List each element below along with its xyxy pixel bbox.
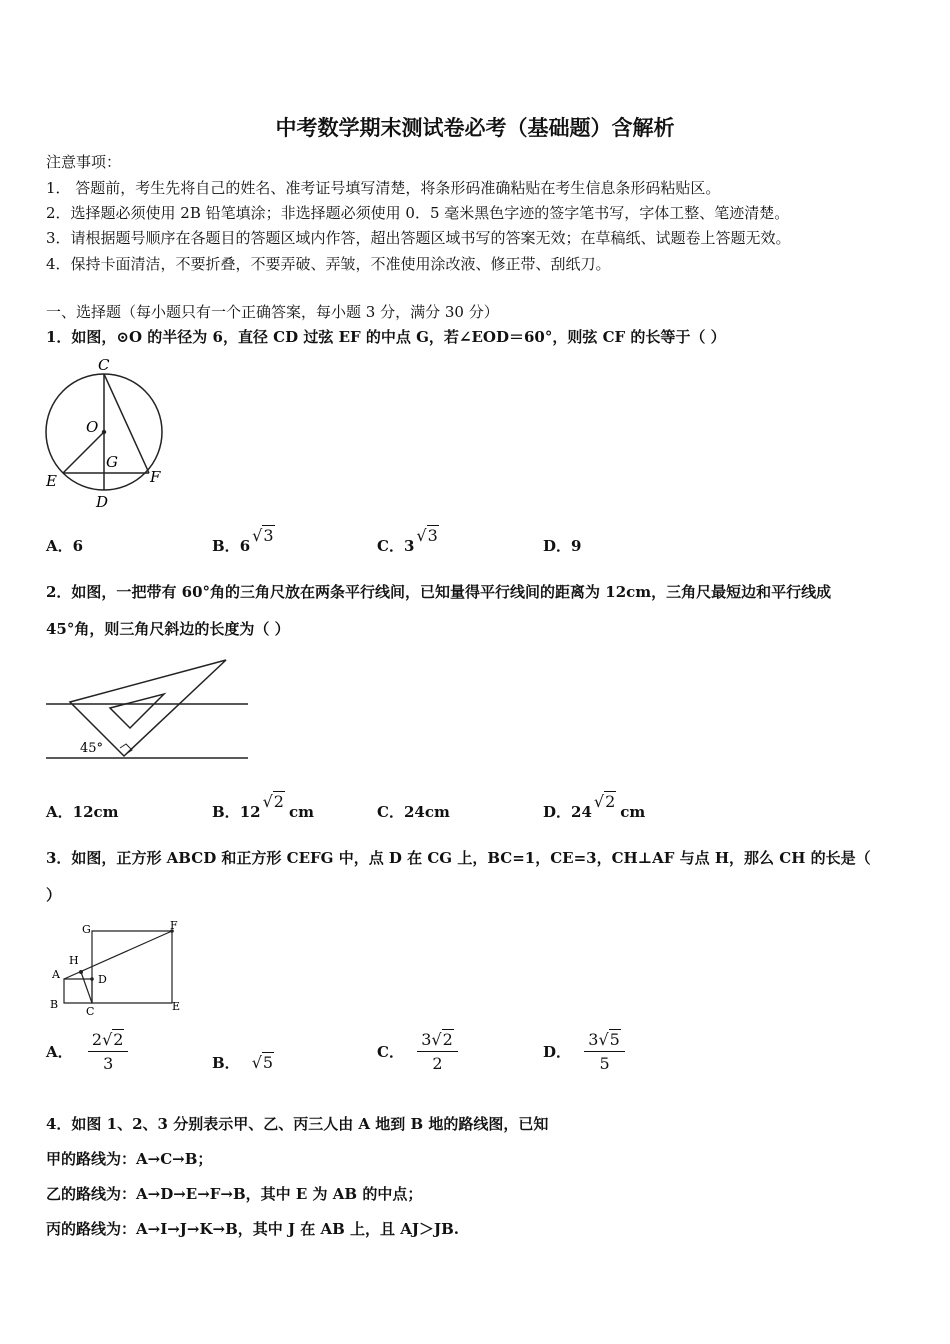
q3-option-a[interactable]: A． $\frac{2√2}{3}$	[46, 1030, 128, 1073]
q2-text-line2: 45°角，则三角尺斜边的长度为（ ）	[46, 620, 290, 638]
notice-heading: 注意事项：	[46, 153, 122, 171]
q2-option-a[interactable]: A．12cm	[46, 803, 119, 821]
q4-text-line3: 乙的路线为：A→D→E→F→B，其中 E 为 AB 的中点；	[46, 1185, 423, 1203]
q1-label-e: E	[46, 472, 57, 490]
q1-label-o: O	[86, 418, 99, 436]
q4-text-line4: 丙的路线为：A→I→J→K→B，其中 J 在 AB 上，且 AJ＞JB.	[46, 1220, 459, 1238]
notice-item-3: 3．请根据题号顺序在各题目的答题区域内作答，超出答题区域书写的答案无效；在草稿纸、试题卷上答题无效。	[46, 229, 791, 247]
q1-label-d: D	[96, 493, 109, 511]
q1-option-c[interactable]: C．3√3	[377, 526, 438, 555]
q2-angle-label: 45°	[80, 741, 104, 756]
page-title: 中考数学期末测试卷必考（基础题）含解析	[275, 116, 675, 140]
q3-text-line1: 3．如图，正方形 ABCD 和正方形 CEFG 中，点 D 在 CG 上，BC=1，CE=3，CH⊥AF 与点 H，那么 CH 的长是（	[46, 849, 871, 867]
q3-figure	[48, 920, 188, 1016]
q2-text-line1: 2．如图，一把带有 60°角的三角尺放在两条平行线间，已知量得平行线间的距离为 12cm，三角尺最短边和平行线成	[46, 583, 832, 601]
notice-item-2: 2．选择题必须使用 2B 铅笔填涂；非选择题必须使用 0．5 毫米黑色字迹的签字笔书写，字体工整、笔迹清楚。	[46, 204, 790, 222]
q3-label-a: A	[52, 968, 60, 981]
q3-label-g: G	[82, 923, 91, 936]
q3-option-c[interactable]: C． $\frac{3√2}{2}$	[377, 1030, 458, 1073]
q1-label-c: C	[98, 356, 110, 374]
q3-label-h: H	[69, 954, 79, 967]
notice-item-4: 4．保持卡面清洁，不要折叠，不要弄破、弄皱，不准使用涂改液、修正带、刮纸刀。	[46, 255, 611, 273]
q3-label-b: B	[50, 998, 59, 1011]
section-heading: 一、选择题（每小题只有一个正确答案，每小题 3 分，满分 30 分）	[46, 303, 499, 321]
q3-label-c: C	[86, 1005, 95, 1016]
q3-label-d: D	[98, 973, 107, 986]
q1-figure	[42, 354, 172, 512]
q3-label-f: F	[170, 920, 178, 932]
q1-label-f: F	[150, 468, 161, 486]
q3-option-d[interactable]: D． $\frac{3√5}{5}$	[543, 1030, 625, 1073]
q2-option-c[interactable]: C．24cm	[377, 803, 450, 821]
q2-option-b[interactable]: B．12√2cm	[212, 792, 314, 821]
q3-text-line2: ）	[46, 886, 62, 904]
q1-option-b[interactable]: B．6√3	[212, 526, 274, 555]
q4-text-line2: 甲的路线为：A→C→B；	[46, 1150, 213, 1168]
q1-option-d[interactable]: D．9	[543, 537, 582, 555]
q1-option-a[interactable]: A．6	[46, 537, 84, 555]
q2-option-d[interactable]: D．24√2cm	[543, 792, 646, 821]
q1-label-g: G	[106, 453, 118, 471]
q2-figure	[44, 656, 250, 762]
q1-text: 1．如图，⊙O 的半径为 6，直径 CD 过弦 EF 的中点 G，若∠EOD＝60°，则弦 CF 的长等于（ ）	[46, 328, 726, 346]
q4-text-line1: 4．如图 1、2、3 分别表示甲、乙、丙三人由 A 地到 B 地的路线图，已知	[46, 1115, 549, 1133]
q3-option-b[interactable]: B． √5	[212, 1053, 274, 1072]
q3-label-e: E	[172, 1000, 181, 1013]
notice-item-1: 1． 答题前，考生先将自己的姓名、准考证号填写清楚，将条形码准确粘贴在考生信息条形码粘贴区。	[46, 179, 721, 197]
